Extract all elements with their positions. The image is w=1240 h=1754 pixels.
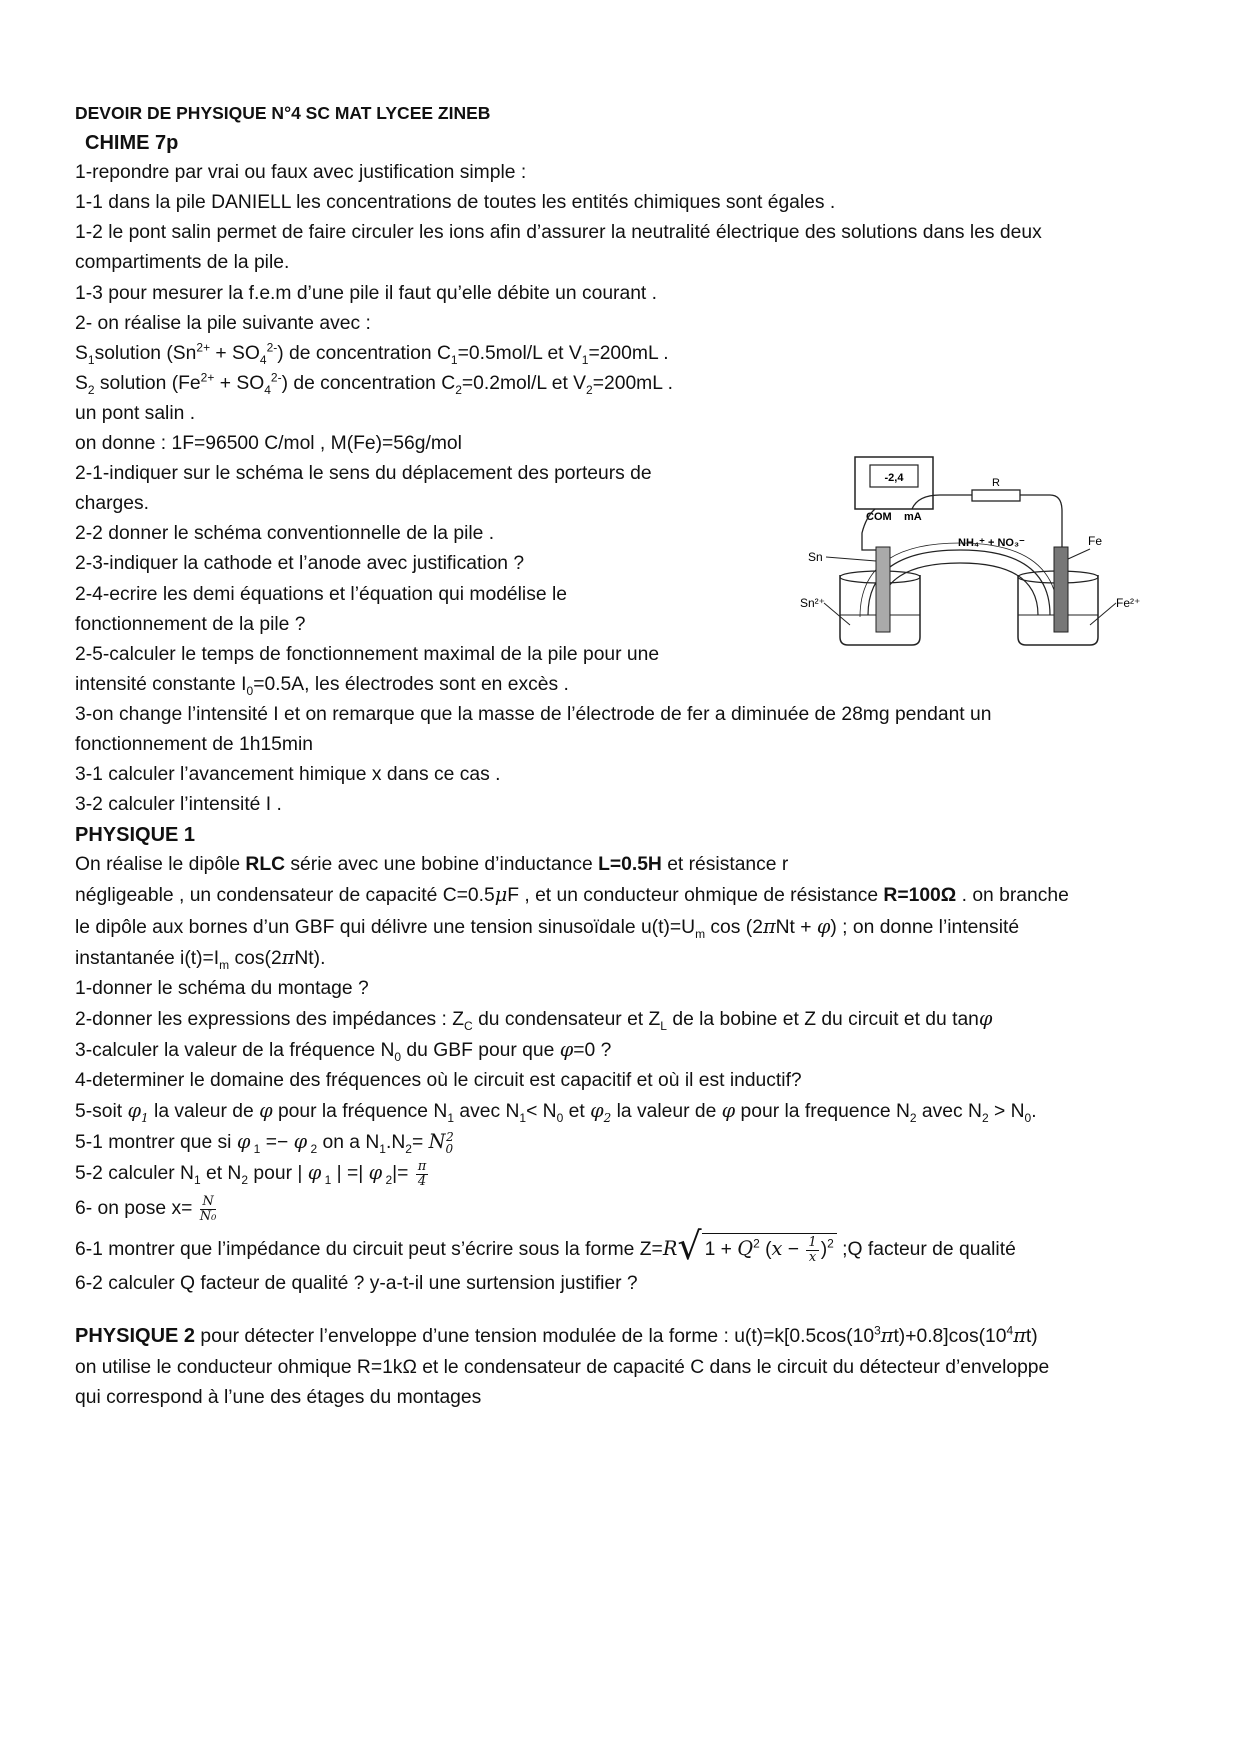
question-2-1-line-2: charges. xyxy=(75,493,149,515)
section-heading-physique-2: PHYSIQUE 2 xyxy=(75,1325,196,1348)
solution-s1: $S_1solution$ $(Sn^{2+} + SO_4^{2-})$ de concentration $C_1=0.5mol/L$ et $V_1=200mL$ . xyxy=(75,340,669,367)
p1-question-3: 3-calculer la valeur de la fréquence $N_0$ du GBF pour que φ=0 ? xyxy=(75,1037,612,1064)
question-2-1-line-1: 2-1-indiquer sur le schéma le sens du déplacement des porteurs de xyxy=(75,463,652,485)
question-2-intro: 2- on réalise la pile suivante avec : xyxy=(75,312,371,334)
question-3-line-2: fonctionnement de 1h15min xyxy=(75,733,313,755)
section-heading-chimie: CHIME 7p xyxy=(85,132,179,155)
p1-question-2: 2-donner les expressions des impédances : $Z_C$ du condensateur et $Z_L$ de la bobine et Z du circuit et du tanφ xyxy=(75,1006,993,1033)
p1-question-1: 1-donner le schéma du montage ? xyxy=(75,977,369,999)
sqrt-content: $1 + Q^2$ (x − $\frac{1}{x}$ )$^2$ xyxy=(702,1233,837,1265)
question-2-5-line-1: 2-5-calculer le temps de fonctionnement maximal de la pile pour une xyxy=(75,643,660,665)
fe-ion-label: Fe²⁺ xyxy=(1116,596,1141,610)
question-1-2-line-1: 1-2 le pont salin permet de faire circuler les ions afin d’assurer la neutralité électrique des solutions dans les deux xyxy=(75,222,1042,244)
p1-question-6: 6- on pose x= $\frac{N}{\text{N₀}}$ xyxy=(75,1193,217,1224)
p1-question-5-2: 5-2 calculer $N_1$ et $N_2$ pour | φ $_1$ | =| φ $_2$|= $\frac{\pi}{4}$ xyxy=(75,1158,427,1189)
p1-question-4: 4-determiner le domaine des fréquences où le circuit est capacitif et où il est inductif? xyxy=(75,1070,802,1091)
question-2-3: 2-3-indiquer la cathode et l’anode avec justification ? xyxy=(75,553,525,575)
fe-label: Fe xyxy=(1088,534,1103,548)
iron-electrode xyxy=(1054,547,1068,632)
question-3-1: 3-1 calculer l’avancement himique x dans ce cas . xyxy=(75,764,501,786)
com-label: COM xyxy=(866,511,892,523)
fraction-pi-over-4: $\frac{\pi}{4}$ xyxy=(417,1158,427,1189)
document-title: DEVOIR DE PHYSIQUE N°4 SC MAT LYCEE ZINEB xyxy=(75,103,491,123)
ma-label: mA xyxy=(904,511,922,523)
document-page xyxy=(75,98,1175,1413)
question-3-line-1: 3-on change l’intensité I et on remarque que la masse de l’électrode de fer a diminuée de 28mg pendant un xyxy=(75,703,992,725)
question-3-2: 3-2 calculer l’intensité I . xyxy=(75,794,282,816)
p2-statement-line-3: qui correspond à l’une des étages du montages xyxy=(75,1386,482,1408)
question-2-2: 2-2 donner le schéma conventionnelle de la pile . xyxy=(75,523,495,545)
salt-bridge-label: NH₄⁺ + NO₃⁻ xyxy=(958,537,1025,549)
p2-statement-line-1: PHYSIQUE 2 pour détecter l’enveloppe d’une tension modulée de la forme : $u(t)=k[0.5\cos(10^3\pi t)+0.8]\cos(10^4\pi t)$ xyxy=(75,1324,1038,1348)
p1-statement-line-3: le dipôle aux bornes d’un GBF qui délivre une tension sinusoïdale $u(t)=U_m$ cos (2πNt + φ) ; on donne l’intensité xyxy=(75,914,1020,941)
solution-s2: $S_2$ solution $(Fe^{2+} + SO_4^{2-})$ de concentration $C_2=0.2mol/L$ et $V_2=200mL$ . xyxy=(75,370,673,397)
salt-bridge-inner xyxy=(880,563,1038,615)
p1-statement-line-4: instantanée $i(t)=I_m$ cos(2πNt). xyxy=(75,945,326,972)
wire-fe xyxy=(1020,495,1062,547)
sn-label: Sn xyxy=(808,550,823,564)
question-1-3: 1-3 pour mesurer la f.e.m d’une pile il faut qu’elle débite un courant . xyxy=(75,282,657,304)
question-2-5-line-2: intensité constante $I_0=0.5A$, les électrodes sont en excès . xyxy=(75,673,569,698)
tin-electrode xyxy=(876,547,890,632)
fraction-n-over-n0: $\frac{N}{\text{N₀}}$ xyxy=(199,1193,217,1224)
p2-statement-line-2: on utilise le conducteur ohmique R=1kΩ et le condensateur de capacité C dans le circuit du détecteur d’enveloppe xyxy=(75,1356,1050,1378)
resistor-r xyxy=(972,490,1020,501)
given-data: on donne : 1F=96500 C/mol , M(Fe)=56g/mol xyxy=(75,433,462,455)
salt-bridge-line: un pont salin . xyxy=(75,402,196,424)
question-2-4-line-2: fonctionnement de la pile ? xyxy=(75,613,306,635)
section-heading-physique-1: PHYSIQUE 1 xyxy=(75,824,196,847)
daniell-cell-diagram xyxy=(800,455,1170,695)
ammeter xyxy=(855,457,933,523)
resistor-label: R xyxy=(992,477,1000,489)
question-1-2-line-2: compartiments de la pile. xyxy=(75,252,290,274)
question-1-intro: 1-repondre par vrai ou faux avec justification simple : xyxy=(75,162,527,184)
sn-ion-label: Sn²⁺ xyxy=(800,596,826,610)
question-1-1: 1-1 dans la pile DANIELL les concentrations de toutes les entités chimiques sont égales . xyxy=(75,192,836,214)
p1-question-6-1: 6-1 montrer que l’impédance du circuit peut s’écrire sous la forme Z=R√ $1 + Q^2$ (x − $\frac{1}{x}$ )$^2$ ;Q facteur de qualité xyxy=(75,1224,1016,1269)
question-2-4-line-1: 2-4-ecrire les demi équations et l’équation qui modélise le xyxy=(75,583,567,605)
ammeter-reading: -2,4 xyxy=(884,472,904,484)
p1-question-5-1: 5-1 montrer que si φ $_1$ =− φ $_2$ on a $N_1.N_2= N_0^2$ xyxy=(75,1129,454,1157)
p1-question-6-2: 6-2 calculer Q facteur de qualité ? y-a-t-il une surtension justifier ? xyxy=(75,1273,638,1295)
sqrt-symbol: √ xyxy=(677,1224,702,1269)
p1-statement-line-2: négligeable , un condensateur de capacité C=0.5μF , et un conducteur ohmique de résistance R=100Ω . on branche xyxy=(75,883,1069,907)
p1-statement-line-1: On réalise le dipôle RLC série avec une bobine d’inductance L=0.5H et résistance r xyxy=(75,854,789,876)
p1-question-5: 5-soit $\varphi_1$ la valeur de φ pour la fréquence $N_1$ avec $N_1< N_0$ et $\varphi_2$ la valeur de φ pour la frequence $N_2$ avec $N_2 > N_0$. xyxy=(75,1099,1037,1125)
